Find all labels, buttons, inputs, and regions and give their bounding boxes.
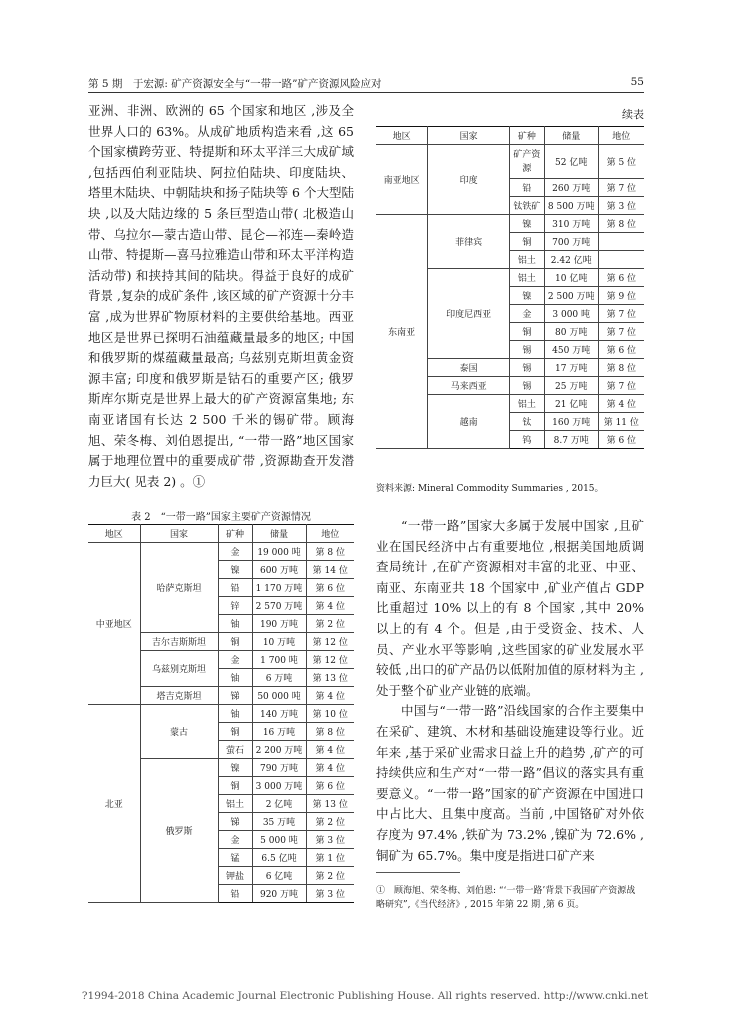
reserve-cell: 19 000 吨 [252, 543, 306, 561]
mineral-cell: 锑 [218, 813, 252, 831]
country-cell: 俄罗斯 [140, 759, 218, 903]
body-paragraph-left: 亚洲、非洲、欧洲的 65 个国家和地区 ,涉及全世界人口的 63%。从成矿地质构造来看 ,这 65 个国家横跨劳亚、特提斯和环太平洋三大成矿域 ,包括西伯利亚陆块、阿拉伯陆块、印度陆块、塔里木陆块、中朝陆块和扬子陆块等 6 个大型陆块 ,以及大陆边缘的 5 条巨型造山带( 北极造山带、乌拉尔—蒙古造山带、昆仑—祁连—秦岭造山带、特提斯—喜马拉雅造山带和环太平洋构造活动带) 和挟持其间的陆块。得益于良好的成矿背景 ,复杂的成矿条件 ,该区域的矿产资源十分丰富 ,成为世界矿物原材料的主要供给基地。西亚地区是世界已探明石油蕴藏量最多的地区; 中国和俄罗斯的煤蕴藏量最高; 乌兹别克斯坦黄金资源丰富; 印度和俄罗斯是钴石的重要产区; 俄罗斯库尔斯克是世界上最大的矿产资源富集地; 东南亚诸国有长达 2 500 千米的锡矿带。顾海旭、荣冬梅、刘伯恩提出, “一带一路”地区国家属于地理位置中的重要成矿带 ,资源勘查开发潜力巨大( 见表 2) 。① [88, 103, 354, 489]
region-cell: 中亚地区 [88, 543, 140, 705]
mineral-cell: 铅 [218, 579, 252, 597]
mineral-cell: 铀 [218, 705, 252, 723]
reserve-cell: 2 200 万吨 [252, 741, 306, 759]
reserve-cell: 10 万吨 [252, 633, 306, 651]
reserve-cell: 8.7 万吨 [544, 431, 598, 449]
page-number: 55 [630, 76, 644, 88]
table2-caption: 表 2 “一带一路”国家主要矿产资源情况 [131, 512, 311, 523]
reserve-cell: 3 000 万吨 [252, 777, 306, 795]
reserve-cell: 10 亿吨 [544, 269, 598, 287]
reserve-cell: 17 万吨 [544, 359, 598, 377]
footnote-rule [376, 872, 460, 873]
country-cell: 塔吉克斯坦 [140, 687, 218, 705]
col-rank: 地位 [598, 127, 644, 145]
country-cell: 蒙古 [140, 705, 218, 759]
table2 [88, 524, 354, 903]
footnote: ① 顾海旭、荣冬梅、刘伯恩: “‘一带一路’背景下我国矿产资源战略研究”,《当代经济》, 2015 年第 22 期 ,第 6 页。 [376, 886, 636, 910]
country-cell: 吉尔吉斯斯坦 [140, 633, 218, 651]
reserve-cell: 35 万吨 [252, 813, 306, 831]
mineral-cell: 钾盐 [218, 867, 252, 885]
rank-cell: 第 8 位 [306, 723, 354, 741]
rank-cell [598, 233, 644, 251]
reserve-cell: 6.5 亿吨 [252, 849, 306, 867]
mineral-cell: 金 [509, 305, 544, 323]
reserve-cell: 260 万吨 [544, 179, 598, 197]
mineral-cell: 锌 [218, 597, 252, 615]
rank-cell: 第 14 位 [306, 561, 354, 579]
reserve-cell: 21 亿吨 [544, 395, 598, 413]
rank-cell: 第 6 位 [306, 579, 354, 597]
rank-cell: 第 1 位 [306, 849, 354, 867]
rank-cell: 第 7 位 [598, 179, 644, 197]
rank-cell: 第 4 位 [306, 687, 354, 705]
country-cell: 菲律宾 [428, 215, 510, 269]
reserve-cell: 160 万吨 [544, 413, 598, 431]
running-header [88, 76, 644, 92]
country-cell: 越南 [428, 395, 510, 449]
mineral-cell: 矿产资源 [509, 145, 544, 179]
reserve-cell: 700 万吨 [544, 233, 598, 251]
mineral-cell: 铜 [509, 233, 544, 251]
rank-cell: 第 4 位 [306, 597, 354, 615]
col-region: 地区 [376, 127, 428, 145]
region-cell: 北亚 [88, 705, 140, 903]
col-mineral: 矿种 [218, 525, 252, 543]
reserve-cell: 5 000 吨 [252, 831, 306, 849]
rank-cell: 第 6 位 [598, 341, 644, 359]
country-cell: 泰国 [428, 359, 510, 377]
col-country: 国家 [140, 525, 218, 543]
reserve-cell: 1 700 吨 [252, 651, 306, 669]
reserve-cell: 16 万吨 [252, 723, 306, 741]
mineral-cell: 铅 [218, 885, 252, 903]
reserve-cell: 6 亿吨 [252, 867, 306, 885]
rank-cell: 第 8 位 [598, 359, 644, 377]
mineral-cell: 铜 [218, 723, 252, 741]
mineral-cell: 金 [218, 651, 252, 669]
mineral-cell: 铝土 [509, 395, 544, 413]
region-cell: 东南亚 [376, 215, 428, 449]
mineral-cell: 锰 [218, 849, 252, 867]
reserve-cell: 450 万吨 [544, 341, 598, 359]
rank-cell: 第 12 位 [306, 633, 354, 651]
reserve-cell: 52 亿吨 [544, 145, 598, 179]
rank-cell: 第 6 位 [598, 269, 644, 287]
rank-cell: 第 7 位 [598, 377, 644, 395]
copyright-footer: ?1994-2018 China Academic Journal Electronic Publishing House. All rights reserved. http://www.cnki.net [81, 990, 649, 1002]
rank-cell: 第 10 位 [306, 705, 354, 723]
mineral-cell: 铝土 [218, 795, 252, 813]
reserve-cell: 920 万吨 [252, 885, 306, 903]
reserve-cell: 2 亿吨 [252, 795, 306, 813]
mineral-cell: 铜 [509, 323, 544, 341]
country-cell: 乌兹别克斯坦 [140, 651, 218, 687]
mineral-cell: 铝土 [509, 251, 544, 269]
mineral-cell: 铀 [218, 615, 252, 633]
body-paragraph: “一带一路”国家大多属于发展中国家 ,且矿业在国民经济中占有重要地位 ,根据美国地质调查局统计 ,在矿产资源相对丰富的北亚、中亚、南亚、东南亚共 18 个国家中 ,矿业产值占 GDP 比重超过 10% 以上的有 8 个国家 ,其中 20% 以上的有 4 个。但是 ,由于受资金、技术、人员、产业水平等影响 ,这些国家的矿业发展水平较低 ,出口的矿产品仍以低附加值的原材料为主 ,处于整个矿业产业链的底端。 [376, 518, 644, 698]
mineral-cell: 铜 [218, 633, 252, 651]
rank-cell: 第 2 位 [306, 813, 354, 831]
continued-label: 续表 [622, 108, 644, 121]
country-cell: 印度尼西亚 [428, 269, 510, 359]
reserve-cell: 2 500 万吨 [544, 287, 598, 305]
rank-cell: 第 3 位 [306, 885, 354, 903]
mineral-cell: 镍 [218, 561, 252, 579]
reserve-cell: 6 万吨 [252, 669, 306, 687]
mineral-cell: 镍 [509, 287, 544, 305]
reserve-cell: 790 万吨 [252, 759, 306, 777]
mineral-cell: 铅 [509, 179, 544, 197]
body-paragraph: 中国与“一带一路”沿线国家的合作主要集中在采矿、建筑、木材和基础设施建设等行业。近年来 ,基于采矿业需求日益上升的趋势 ,矿产的可持续供应和生产对“一带一路”倡议的落实具有重要意义。“一带一路”国家的矿产资源在中国进口中占比大、且集中度高。当前 ,中国铬矿对外依存度为 97.4% ,铁矿为 73.2% ,镍矿为 72.6% ,铜矿为 65.7%。集中度是指进口矿产来 [376, 703, 644, 863]
rank-cell: 第 6 位 [306, 777, 354, 795]
col-rank: 地位 [306, 525, 354, 543]
reserve-cell: 600 万吨 [252, 561, 306, 579]
rank-cell: 第 8 位 [306, 543, 354, 561]
rank-cell: 第 2 位 [306, 615, 354, 633]
mineral-cell: 锡 [509, 377, 544, 395]
country-cell: 马来西亚 [428, 377, 510, 395]
col-reserve: 储量 [544, 127, 598, 145]
rank-cell: 第 13 位 [306, 795, 354, 813]
rank-cell: 第 4 位 [306, 741, 354, 759]
rank-cell: 第 9 位 [598, 287, 644, 305]
region-cell: 南亚地区 [376, 145, 428, 215]
rank-cell: 第 2 位 [306, 867, 354, 885]
mineral-cell: 金 [218, 543, 252, 561]
rank-cell: 第 12 位 [306, 651, 354, 669]
rank-cell: 第 11 位 [598, 413, 644, 431]
reserve-cell: 140 万吨 [252, 705, 306, 723]
reserve-cell: 3 000 吨 [544, 305, 598, 323]
mineral-cell: 萤石 [218, 741, 252, 759]
reserve-cell: 8 500 万吨 [544, 197, 598, 215]
col-reserve: 储量 [252, 525, 306, 543]
rank-cell: 第 7 位 [598, 323, 644, 341]
reserve-cell: 310 万吨 [544, 215, 598, 233]
rank-cell [598, 251, 644, 269]
mineral-cell: 钨 [509, 431, 544, 449]
mineral-cell: 金 [218, 831, 252, 849]
rank-cell: 第 5 位 [598, 145, 644, 179]
mineral-cell: 钛 [509, 413, 544, 431]
col-country: 国家 [428, 127, 510, 145]
mineral-cell: 铀 [218, 669, 252, 687]
rank-cell: 第 7 位 [598, 305, 644, 323]
body-paragraphs-right [376, 516, 644, 866]
rank-cell: 第 4 位 [306, 759, 354, 777]
mineral-cell: 锑 [218, 687, 252, 705]
country-cell: 印度 [428, 145, 510, 215]
header-rule [88, 92, 644, 93]
mineral-cell: 镍 [218, 759, 252, 777]
col-mineral: 矿种 [509, 127, 544, 145]
mineral-cell: 铝土 [509, 269, 544, 287]
table-source-note: 资料来源: Mineral Commodity Summaries , 2015。 [376, 484, 604, 494]
reserve-cell: 25 万吨 [544, 377, 598, 395]
col-region: 地区 [88, 525, 140, 543]
reserve-cell: 190 万吨 [252, 615, 306, 633]
mineral-cell: 钛铁矿 [509, 197, 544, 215]
reserve-cell: 80 万吨 [544, 323, 598, 341]
reserve-cell: 50 000 吨 [252, 687, 306, 705]
country-cell: 哈萨克斯坦 [140, 543, 218, 633]
header-title: 第 5 期 于宏源: 矿产资源安全与“一带一路”矿产资源风险应对 [88, 78, 382, 90]
continued-table [376, 126, 644, 449]
rank-cell: 第 13 位 [306, 669, 354, 687]
reserve-cell: 2.42 亿吨 [544, 251, 598, 269]
rank-cell: 第 3 位 [306, 831, 354, 849]
rank-cell: 第 3 位 [598, 197, 644, 215]
mineral-cell: 镍 [509, 215, 544, 233]
mineral-cell: 锡 [509, 341, 544, 359]
mineral-cell: 铜 [218, 777, 252, 795]
mineral-cell: 锡 [509, 359, 544, 377]
rank-cell: 第 6 位 [598, 431, 644, 449]
rank-cell: 第 4 位 [598, 395, 644, 413]
rank-cell: 第 8 位 [598, 215, 644, 233]
reserve-cell: 2 570 万吨 [252, 597, 306, 615]
reserve-cell: 1 170 万吨 [252, 579, 306, 597]
